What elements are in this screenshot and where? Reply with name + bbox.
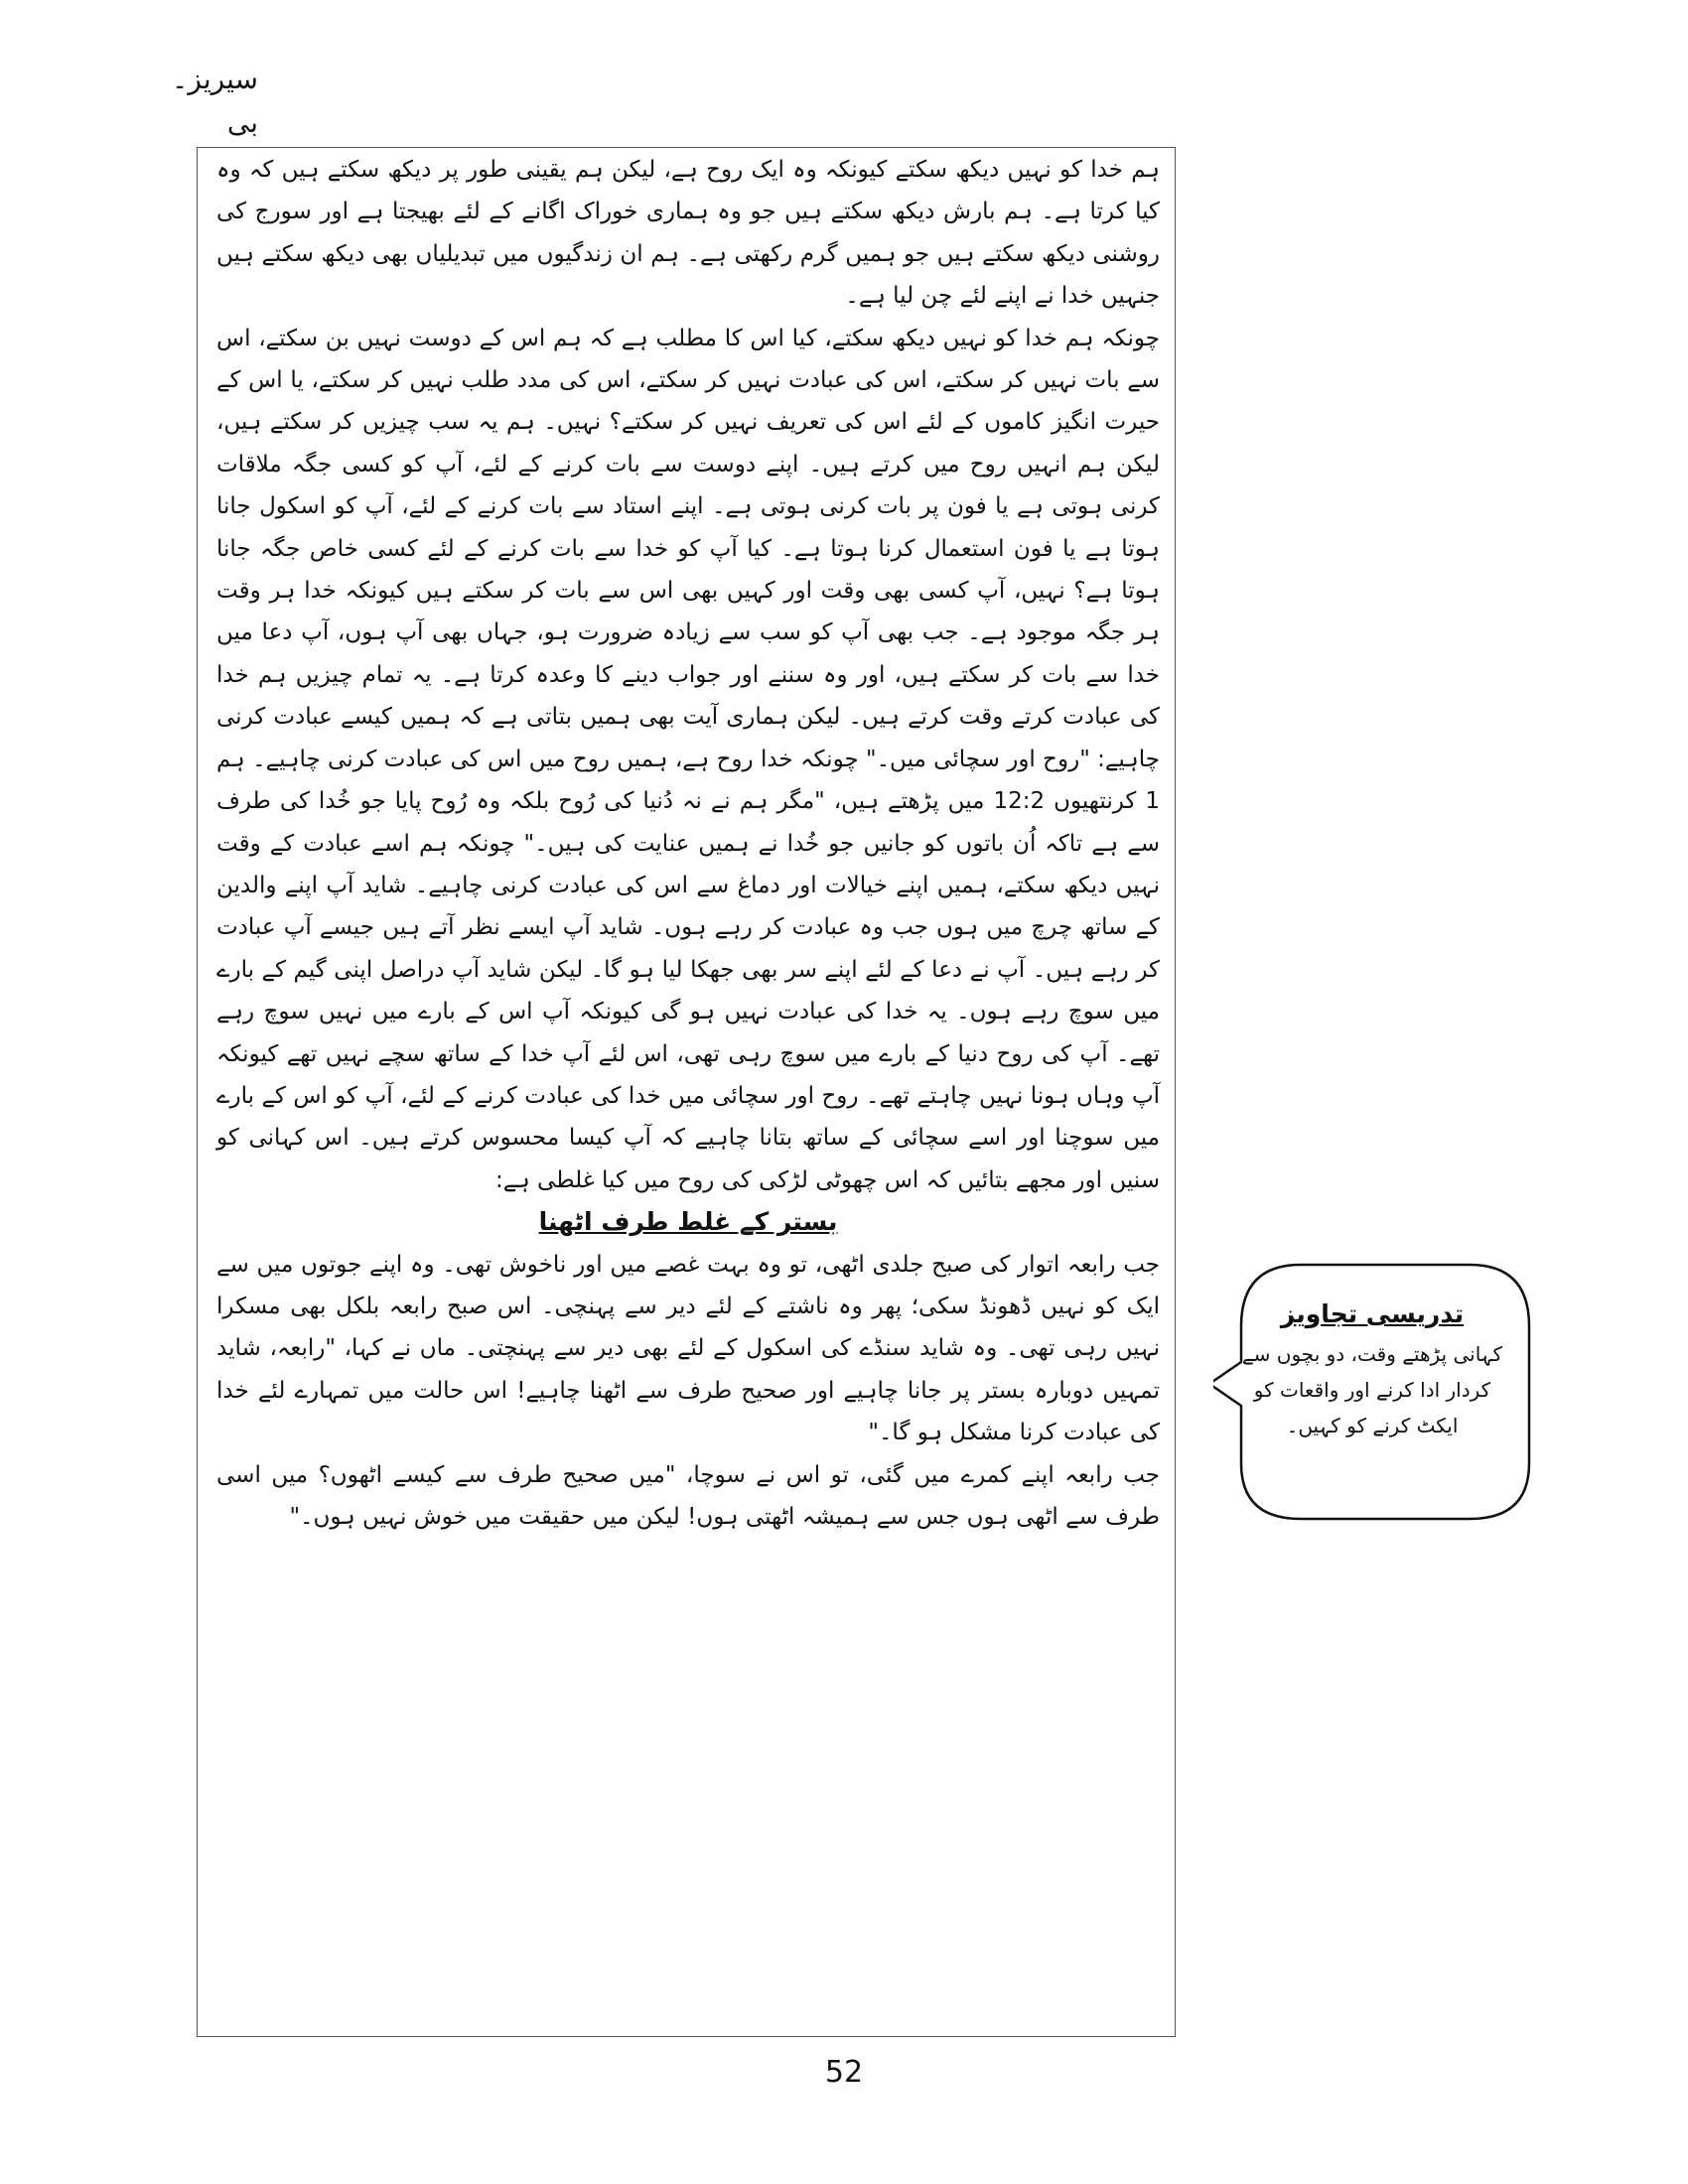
teaching-tips-callout [1213,1257,1531,1527]
callout-body: کہانی پڑھتے وقت، دو بچوں سے کردار ادا کرنے اور واقعات کو ایکٹ کرنے کو کہیں۔ [1241,1342,1503,1437]
callout-title: تدریسی تجاویز [1280,1299,1465,1328]
series-label: سیریز۔بی [171,63,258,139]
page-number: 52 [824,2055,864,2090]
story-paragraph: جب رابعہ اپنے کمرے میں گئی، تو اس نے سوچا، "میں صحیح طرف سے کیسے اٹھوں؟ میں اسی طرف سے اٹھی ہوں جس سے ہمیشہ اٹھتی ہوں! لیکن میں حقیقت میں خوش نہیں ہوں۔" [216,1461,1160,1530]
story-title: بستر کے غلط طرف اٹھنا [538,1207,838,1237]
main-text [216,149,1160,1538]
callout-content [1235,1293,1509,1443]
story-paragraph: جب رابعہ اتوار کی صبح جلدی اٹھی، تو وہ بہت غصے میں اور ناخوش تھی۔ وہ اپنے جوتوں میں سے ایک کو نہیں ڈھونڈ سکی؛ پھر وہ ناشتے کے لئے دیر سے پہنچی۔ اس صبح رابعہ بلکل بھی مسکرا نہیں رہی تھی۔ وہ شاید سنڈے کی اسکول کے لئے بھی دیر سے پہنچتی۔ ماں نے کہا، "رابعہ، شاید تمہیں دوبارہ بستر پر جانا چاہیے اور صحیح طرف سے اٹھنا چاہیے! اس حالت میں تمہارے لئے خدا کی عبادت کرنا مشکل ہو گا۔" [216,1251,1160,1446]
paragraph-worship: چونکہ ہم خدا کو نہیں دیکھ سکتے، کیا اس کا مطلب ہے کہ ہم اس کے دوست نہیں بن سکتے، اس سے بات نہیں کر سکتے، اس کی عبادت نہیں کر سکتے، اس کی مدد طلب نہیں کر سکتے، یا اس کے حیرت انگیز کاموں کے لئے اس کی تعریف نہیں کر سکتے؟ نہیں۔ ہم یہ سب چیزیں کر سکتے ہیں، لیکن ہم انہیں روح میں کرتے ہیں۔ اپنے دوست سے بات کرنے کے لئے، آپ کو کسی جگہ ملاقات کرنی ہوتی ہے یا فون پر بات کرنی ہوتی ہے۔ اپنے استاد سے بات کرنے کے لئے، آپ کو اسکول جانا ہوتا ہے یا فون استعمال کرنا ہوتا ہے۔ کیا آپ کو خدا سے بات کرنے کے لئے کسی خاص جگہ جانا ہوتا ہے؟ نہیں، آپ کسی بھی وقت اور کہیں بھی اس سے بات کر سکتے ہیں کیونکہ خدا ہر وقت ہر جگہ موجود ہے۔ جب بھی آپ کو سب سے زیادہ ضرورت ہو، جہاں بھی آپ ہوں، آپ دعا میں خدا سے بات کر سکتے ہیں، اور وہ سننے اور جواب دینے کا وعدہ کرتا ہے۔ یہ تمام چیزیں ہم خدا کی عبادت کرتے وقت کرتے ہیں۔ لیکن ہماری آیت بھی ہمیں بتاتی ہے کہ ہمیں کیسے عبادت کرنی چاہیے: "روح اور سچائی میں۔" چونکہ خدا روح ہے، ہمیں روح میں اس کی عبادت کرنی چاہیے۔ ہم 1 کرنتھیوں 12:2 میں پڑھتے ہیں، "مگر ہم نے نہ دُنیا کی رُوح بلکہ وہ رُوح پایا جو خُدا کی طرف سے ہے تاکہ اُن باتوں کو جانیں جو خُدا نے ہمیں عنایت کی ہیں۔" چونکہ ہم اسے عبادت کے وقت نہیں دیکھ سکتے، ہمیں اپنے خیالات اور دماغ سے اس کی عبادت کرنی چاہیے۔ شاید آپ اپنے والدین کے ساتھ چرچ میں ہوں جب وہ عبادت کر رہے ہوں۔ شاید آپ ایسے نظر آتے ہیں جیسے آپ عبادت کر رہے ہیں۔ آپ نے دعا کے لئے اپنے سر بھی جھکا لیا ہو گا۔ لیکن شاید آپ دراصل اپنی گیم کے بارے میں سوچ رہے ہوں۔ یہ خدا کی عبادت نہیں ہو گی کیونکہ آپ اس کے بارے میں نہیں سوچ رہے تھے۔ آپ کی روح دنیا کے بارے میں سوچ رہی تھی، اس لئے آپ خدا کے ساتھ سچے نہیں تھے کیونکہ آپ وہاں ہونا نہیں چاہتے تھے۔ روح اور سچائی میں خدا کی عبادت کرنے کے لئے، آپ کو اس کے بارے میں سوچنا اور اسے سچائی کے ساتھ بتانا چاہیے کہ آپ کیسا محسوس کرتے ہیں۔ اس کہانی کو سنیں اور مجھے بتائیں کہ اس چھوٹی لڑکی کی روح میں کیا غلطی ہے: [216,325,1160,1193]
paragraph-intro: ہم خدا کو نہیں دیکھ سکتے کیونکہ وہ ایک روح ہے، لیکن ہم یقینی طور پر دیکھ سکتے ہیں کہ وہ کیا کرتا ہے۔ ہم بارش دیکھ سکتے ہیں جو وہ ہماری خوراک اگانے کے لئے بھیجتا ہے اور سورج کی روشنی دیکھ سکتے ہیں جو ہمیں گرم رکھتی ہے۔ ہم ان زندگیوں میں تبدیلیاں بھی دیکھ سکتے ہیں جنہیں خدا نے اپنے لئے چن لیا ہے۔ [216,157,1160,310]
